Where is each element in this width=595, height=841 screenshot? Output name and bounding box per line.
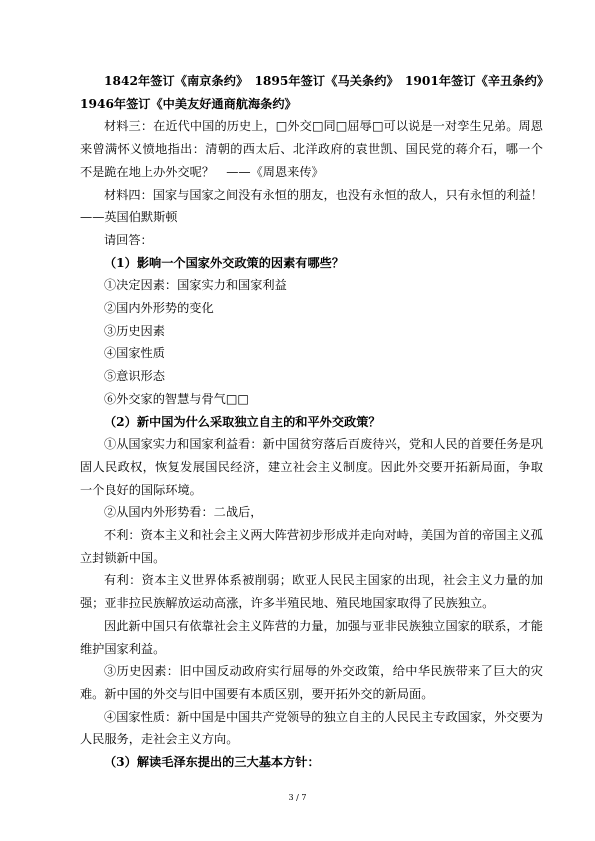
question-2-title: （2）新中国为什么采取独立自主的和平外交政策？ <box>104 414 381 429</box>
list-item: ①决定因素：国家实力和国家利益 <box>104 278 287 293</box>
material-four: 材料四：国家与国家之间没有永恒的朋友，也没有永恒的敌人，只有永恒的利益！ ——英国伯默斯顿 <box>80 187 556 225</box>
page-number: 3 / 7 <box>288 793 307 802</box>
list-item: ⑥外交家的智慧与骨气□□ <box>104 391 249 406</box>
page-content <box>80 70 556 774</box>
question-2-paragraph: 因此新中国只有依靠社会主义阵营的力量，加强与亚非民族独立国家的联系，才能维护国家利益。 <box>80 618 543 656</box>
please-answer: 请回答： <box>104 232 153 247</box>
list-item: ⑤意识形态 <box>104 369 165 384</box>
question-1-title: （1）影响一个国家外交政策的因素有哪些？ <box>104 255 345 270</box>
question-2-paragraph: 有利：资本主义世界体系被削弱；欧亚人民民主国家的出现，社会主义力量的加强；亚非拉民族解放运动高涨，许多半殖民地、殖民地国家取得了民族独立。 <box>80 573 543 611</box>
list-item: ④国家性质 <box>104 346 165 361</box>
treaties-line: 1842年签订《南京条约》 1895年签订《马关条约》 1901年签订《辛丑条约》 1946年签订《中美友好通商航海条约》 <box>80 74 556 111</box>
question-2-paragraph: ④国家性质：新中国是中国共产党领导的独立自主的人民民主专政国家，外交要为人民服务，走社会主义方向。 <box>80 709 543 747</box>
question-2-paragraph: ②从国内外形势看：二战后， <box>104 505 263 520</box>
question-2-paragraph: ③历史因素：旧中国反动政府实行屈辱的外交政策，给中华民族带来了巨大的灾难。新中国的外交与旧中国要有本质区别，要开拓外交的新局面。 <box>80 664 543 701</box>
question-2-paragraph: ①从国家实力和国家利益看：新中国贫穷落后百废待兴，党和人民的首要任务是巩固人民政权，恢复发展国民经济，建立社会主义制度。因此外交要开拓新局面，争取一个良好的国际环境。 <box>80 437 543 497</box>
list-item: ③历史因素 <box>104 323 165 338</box>
question-3-title: （3）解读毛泽东提出的三大基本方针： <box>104 755 320 770</box>
material-three: 材料三：在近代中国的历史上，□外交□同□屈辱□可以说是一对孪生兄弟。周恩来曾满怀义愤地指出：清朝的西太后、北洋政府的袁世凯、国民党的蒋介石，哪一个不是跪在地上办外交呢？ ——《周恩来传》 <box>80 119 543 179</box>
question-2-paragraph: 不利：资本主义和社会主义两大阵营初步形成并走向对峙，美国为首的帝国主义孤立封锁新中国。 <box>80 528 543 565</box>
list-item: ②国内外形势的变化 <box>104 301 214 316</box>
